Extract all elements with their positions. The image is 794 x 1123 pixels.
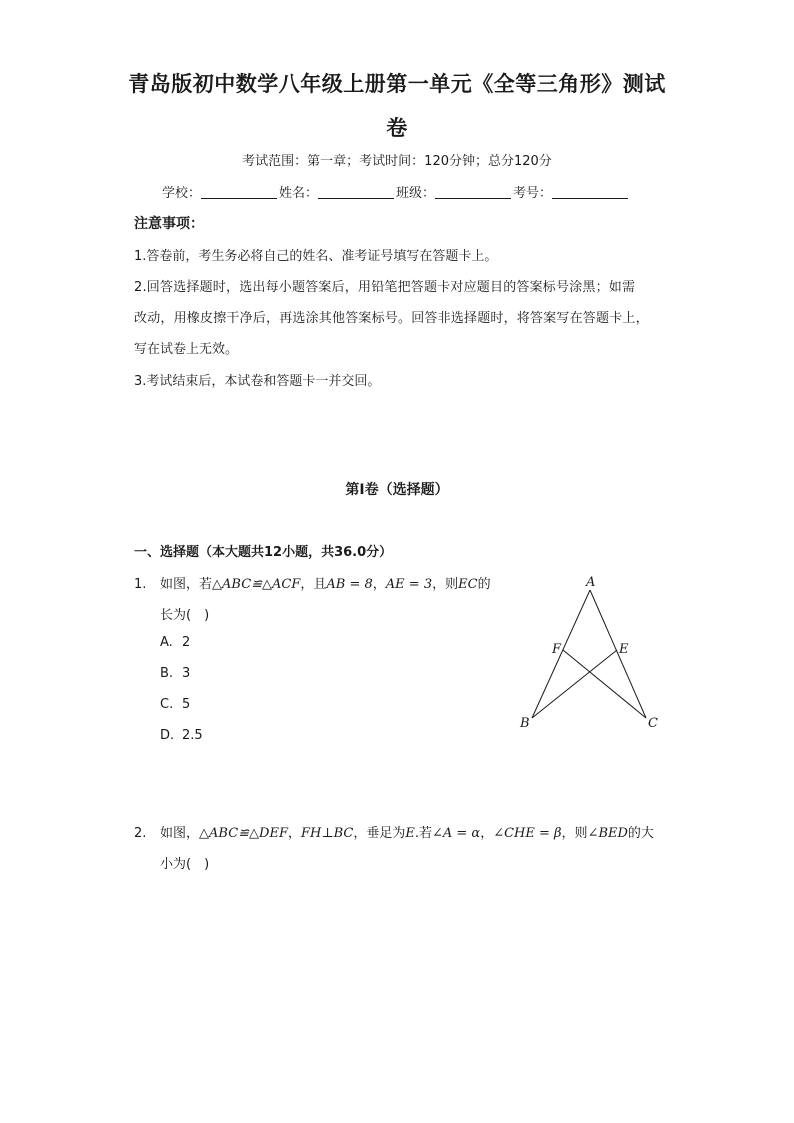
exam-title-line1: 青岛版初中数学八年级上册第一单元《全等三角形》测试 [128, 71, 666, 96]
segment-ac [590, 590, 646, 718]
q2-math-3: E [405, 826, 415, 841]
school-label: 学校： [162, 186, 202, 201]
exam-info: 考试范围：第一章；考试时间：120分钟；总分120分 [242, 154, 552, 169]
question-1-number: 1. [134, 577, 147, 592]
q1-option-a[interactable] [160, 635, 190, 650]
q1-option-c[interactable] [160, 697, 190, 712]
q1-text-4: ，则 [432, 577, 459, 592]
q1-text-1: 如图，若 [160, 577, 213, 592]
notice-item-2-line3: 写在试卷上无效。 [134, 342, 239, 357]
q2-text-2: ， [287, 826, 301, 841]
question-1-line2: 长为( ) [160, 608, 210, 623]
part1-heading: 一、选择题（本大题共12小题，共36.0分） [134, 545, 393, 560]
q1-math-1: △ABC≌△ACF [212, 577, 301, 592]
name-label: 姓名： [279, 186, 319, 201]
question-2-line1 [134, 822, 654, 841]
student-fields [162, 182, 630, 201]
class-blank[interactable] [435, 186, 511, 199]
number-blank[interactable] [552, 186, 628, 199]
q2-text-6: ，则 [561, 826, 588, 841]
notice-item-2-line1: 2.回答选择题时，选出每小题答案后，用铅笔把答题卡对应题目的答案标号涂黑；如需 [134, 280, 636, 295]
notice-heading: 注意事项： [134, 216, 204, 232]
section-title: 第Ⅰ卷（选择题） [345, 482, 449, 498]
q2-text-7: 的大 [627, 826, 654, 841]
question-1-line1 [134, 573, 491, 592]
number-label: 考号： [513, 186, 553, 201]
label-a: A [586, 575, 596, 590]
option-value: 2 [182, 635, 191, 650]
label-f: F [552, 642, 562, 657]
q1-math-4: EC [458, 577, 478, 592]
q1-text-5: 的 [477, 577, 491, 592]
question-2-number: 2. [134, 826, 147, 841]
q1-option-d[interactable] [160, 728, 203, 743]
q1-option-b[interactable] [160, 666, 190, 681]
school-blank[interactable] [201, 186, 277, 199]
q1-triangle-figure [510, 570, 670, 740]
q2-math-1: △ABC≌△DEF [199, 826, 288, 841]
label-b: B [520, 716, 530, 731]
notice-item-3: 3.考试结束后，本试卷和答题卡一并交回。 [134, 374, 381, 389]
label-c: C [648, 716, 658, 731]
option-letter: D. [160, 728, 175, 743]
q2-math-2: FH⊥BC [300, 826, 354, 841]
label-e: E [619, 642, 629, 657]
exam-title-line2: 卷 [386, 115, 408, 140]
q1-text-2: ，且 [300, 577, 327, 592]
class-label: 班级： [396, 186, 436, 201]
q2-math-6: ∠BED [587, 826, 628, 841]
q2-text-3: ，垂足为 [353, 826, 406, 841]
q2-text-4: .若 [414, 826, 432, 841]
q1-math-3: AE = 3 [385, 577, 433, 592]
q2-math-4: ∠A = α [431, 826, 481, 841]
q2-math-5: ∠CHE = β [493, 826, 562, 841]
q2-text-1: 如图， [160, 826, 200, 841]
q2-text-5: ， [480, 826, 494, 841]
notice-item-2-line2: 改动，用橡皮擦干净后，再选涂其他答案标号。回答非选择题时，将答案写在答题卡上， [134, 311, 649, 326]
option-value: 2.5 [182, 728, 203, 743]
option-value: 5 [182, 697, 191, 712]
option-letter: B. [160, 666, 174, 681]
q1-text-3: ， [372, 577, 386, 592]
option-letter: C. [160, 697, 174, 712]
notice-item-1: 1.答卷前，考生务必将自己的姓名、准考证号填写在答题卡上。 [134, 249, 498, 264]
name-blank[interactable] [318, 186, 394, 199]
option-letter: A. [160, 635, 173, 650]
q1-math-2: AB = 8 [326, 577, 373, 592]
option-value: 3 [182, 666, 191, 681]
question-2-line2: 小为( ) [160, 857, 210, 872]
